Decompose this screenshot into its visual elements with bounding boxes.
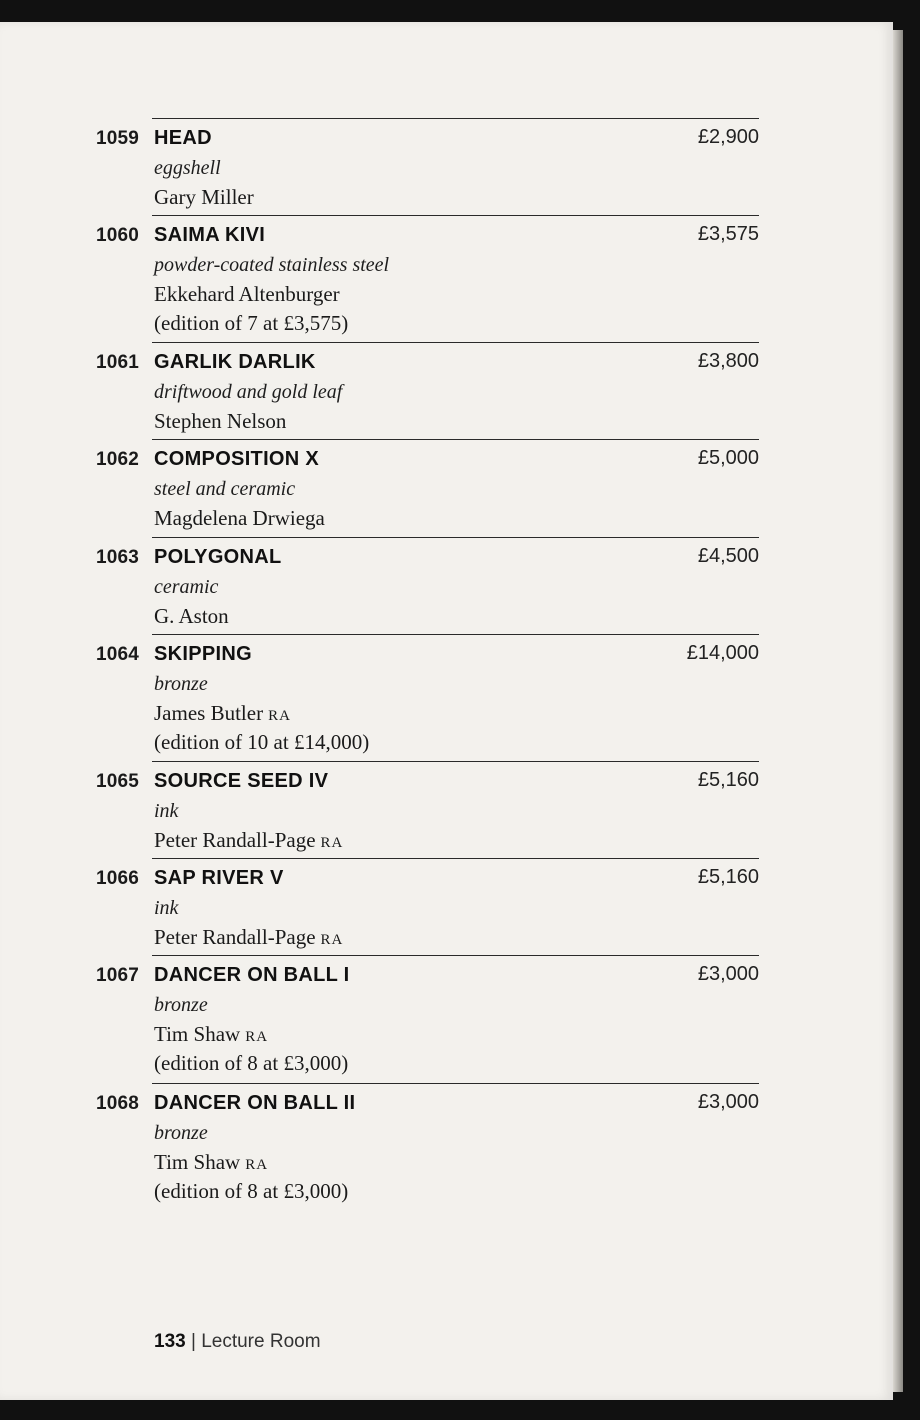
page-footer: [154, 1331, 321, 1353]
artwork-title: DANCER ON BALL II: [154, 1092, 356, 1114]
entry-divider: [152, 118, 759, 119]
lot-number: 1064: [96, 644, 140, 665]
artwork-price: £5,160: [697, 866, 759, 888]
artwork-medium: ceramic: [154, 576, 219, 598]
entry-divider: [152, 761, 759, 762]
entry-divider: [152, 342, 759, 343]
artist-name-text: Ekkehard Altenburger: [154, 282, 340, 306]
artwork-title: SKIPPING: [154, 643, 252, 665]
lot-number: 1063: [96, 547, 140, 568]
artwork-medium: bronze: [154, 994, 208, 1016]
artwork-title: HEAD: [154, 127, 212, 149]
artwork-price: £3,575: [697, 223, 759, 245]
artist-name: [154, 409, 286, 434]
artwork-price: £5,160: [697, 769, 759, 791]
lot-number: 1066: [96, 868, 140, 889]
entry-divider: [152, 634, 759, 635]
artist-name: [154, 1022, 268, 1047]
artwork-medium: bronze: [154, 673, 208, 695]
ra-suffix: RA: [320, 835, 344, 851]
lot-number: 1061: [96, 352, 140, 373]
artist-name-text: James Butler: [154, 701, 264, 725]
entry-divider: [152, 215, 759, 216]
page-edge: [893, 30, 903, 1392]
ra-suffix: RA: [268, 708, 291, 724]
artist-name-text: Magdelena Drwiega: [154, 506, 325, 530]
artwork-price: £2,900: [697, 126, 759, 148]
artwork-title: SAP RIVER V: [154, 867, 284, 889]
artist-name: [154, 506, 325, 531]
artwork-medium: bronze: [154, 1122, 208, 1144]
artwork-price: £3,800: [697, 350, 759, 372]
footer-separator: |: [185, 1331, 202, 1352]
artist-name: [154, 701, 291, 726]
artist-name: [154, 282, 340, 307]
page-number: 133: [154, 1331, 186, 1352]
ra-suffix: RA: [320, 932, 344, 948]
artwork-title: GARLIK DARLIK: [154, 351, 316, 373]
artwork-title: DANCER ON BALL I: [154, 964, 350, 986]
artist-name-text: Peter Randall-Page: [154, 828, 316, 852]
artist-name: [154, 185, 254, 210]
edition-note: (edition of 8 at £3,000): [154, 1051, 349, 1075]
entry-divider: [152, 1083, 759, 1084]
edition-note: (edition of 7 at £3,575): [154, 311, 349, 335]
artwork-medium: driftwood and gold leaf: [154, 381, 343, 403]
artwork-title: SAIMA KIVI: [154, 224, 266, 246]
artwork-price: £4,500: [697, 545, 759, 567]
catalogue-page: [0, 22, 893, 1400]
lot-number: 1062: [96, 449, 140, 470]
artwork-title: SOURCE SEED IV: [154, 770, 329, 792]
artist-name: [154, 828, 343, 853]
artwork-price: £14,000: [686, 642, 759, 664]
artist-name-text: Peter Randall-Page: [154, 925, 316, 949]
artwork-medium: steel and ceramic: [154, 478, 296, 500]
artist-name: [154, 604, 229, 629]
lot-number: 1059: [96, 128, 140, 149]
artwork-price: £3,000: [697, 963, 759, 985]
artist-name-text: G. Aston: [154, 604, 229, 628]
entry-divider: [152, 955, 759, 956]
lot-number: 1067: [96, 965, 140, 986]
artwork-price: £3,000: [697, 1091, 759, 1113]
entry-divider: [152, 439, 759, 440]
lot-number: 1060: [96, 225, 140, 246]
artist-name-text: Tim Shaw: [154, 1022, 241, 1046]
artwork-price: £5,000: [697, 447, 759, 469]
artist-name-text: Tim Shaw: [154, 1150, 241, 1174]
artwork-medium: ink: [154, 800, 179, 822]
artist-name: [154, 925, 343, 950]
section-name: Lecture Room: [201, 1331, 321, 1352]
artwork-title: COMPOSITION X: [154, 448, 320, 470]
artwork-title: POLYGONAL: [154, 546, 282, 568]
edition-note: (edition of 10 at £14,000): [154, 730, 370, 754]
ra-suffix: RA: [245, 1029, 269, 1045]
artist-name: [154, 1150, 268, 1175]
artwork-medium: eggshell: [154, 157, 221, 179]
artist-name-text: Gary Miller: [154, 185, 254, 209]
entry-divider: [152, 537, 759, 538]
artwork-medium: ink: [154, 897, 179, 919]
artist-name-text: Stephen Nelson: [154, 409, 287, 433]
lot-number: 1068: [96, 1093, 140, 1114]
lot-number: 1065: [96, 771, 140, 792]
edition-note: (edition of 8 at £3,000): [154, 1179, 349, 1203]
artwork-medium: powder-coated stainless steel: [154, 254, 390, 276]
ra-suffix: RA: [245, 1157, 269, 1173]
entry-divider: [152, 858, 759, 859]
